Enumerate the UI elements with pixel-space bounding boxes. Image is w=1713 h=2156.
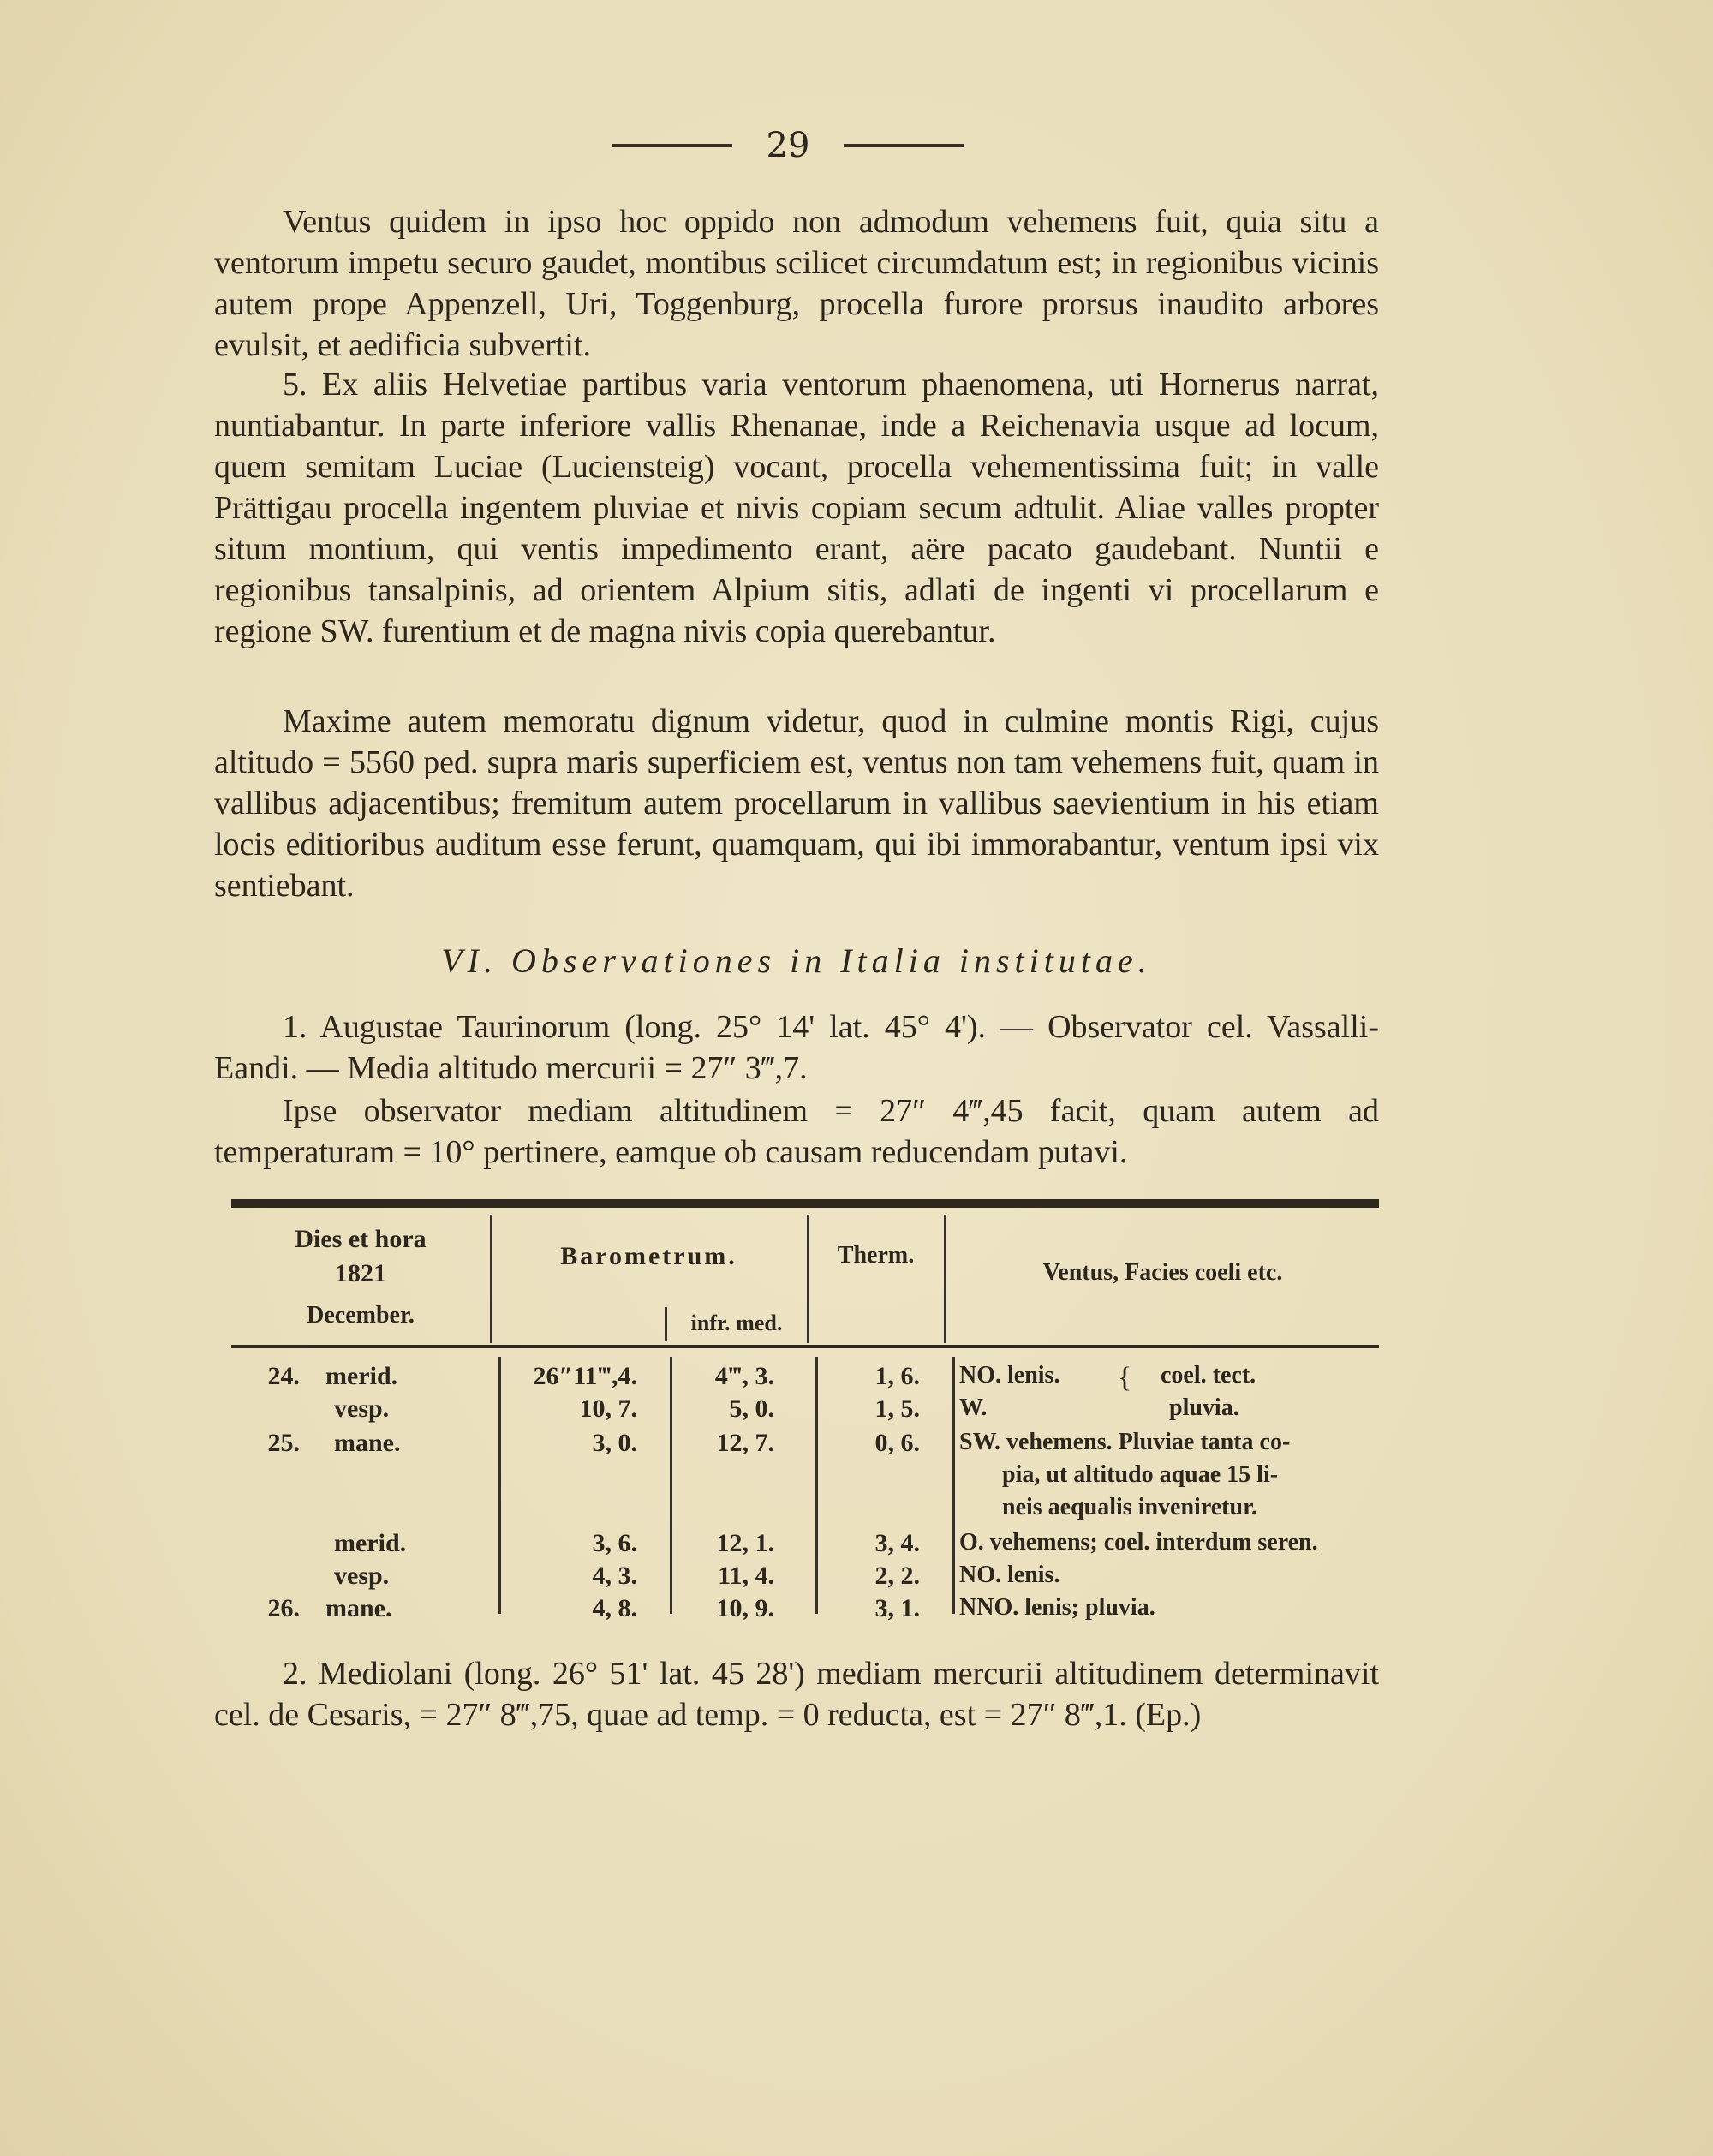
paragraph-3 [214, 701, 1379, 906]
row5-infr: 11, 4. [718, 1562, 774, 1590]
row4-therm: 3, 4. [874, 1529, 920, 1557]
row5-baro: 4, 3. [592, 1562, 637, 1590]
row5-ventus: NO. lenis. [959, 1562, 1060, 1588]
row3-ventus: SW. vehemens. Pluviae tanta co- [959, 1429, 1291, 1455]
paragraph-1 [214, 201, 1379, 366]
row5-therm: 2, 2. [874, 1562, 920, 1590]
row3-hour: mane. [334, 1429, 401, 1457]
paragraph-6-text: 2. Mediolani (long. 26° 51' lat. 45 28') mediam mercurii altitudinem determinavit cel. de Cesaris, = 27″ 8‴,75, quae ad temp. = 0 reducta, est = 27″ 8‴,1. (Ep.) [214, 1656, 1379, 1733]
row3-therm: 0, 6. [874, 1429, 920, 1457]
paragraph-3-text: Maxime autem memoratu dignum videtur, quod in culmine montis Rigi, cujus altitudo = 5560 ped. supra maris superficiem est, ventus non tam vehemens fuit, quam in vallibus adjacentibus; fremitum autem procellarum in vallibus saevientium in his etiam locis editioribus auditum esse ferunt, quamquam, qui ibi immorabantur, ventum ipsi vix sentiebant. [214, 703, 1379, 904]
paragraph-4-text: 1. Augustae Taurinorum (long. 25° 14' lat. 45° 4'). — Observator cel. Vassalli-Eandi. — Media altitudo mercurii = 27″ 3‴,7. [214, 1009, 1379, 1086]
header-therm: Therm. [837, 1242, 915, 1269]
header-month: December. [307, 1302, 415, 1329]
row1-therm: 1, 6. [874, 1362, 920, 1390]
paragraph-4 [214, 1006, 1379, 1089]
row4-hour: merid. [334, 1529, 407, 1557]
header-infr-med: infr. med. [690, 1311, 783, 1335]
paragraph-2-text: 5. Ex aliis Helvetiae partibus varia ventorum phaenomena, uti Hornerus narrat, nuntiabantur. In parte inferiore vallis Rhenanae, inde a Reichenavia usque ad locum, quem semitam Luciae (Luciensteig) vocant, procella vehementissima fuit; in valle Prättigau procella ingentem pluviae et nivis copiam secum adtulit. Aliae valles propter situm montium, qui ventis impedimento erant, aëre pacato gaudebant. Nuntii e regionibus tansalpinis, ad orientem Alpium sitis, adlati de ingenti vi procellarum e regione SW. furentium et de magna nivis copia querebantur. [214, 367, 1379, 649]
paragraph-1-text: Ventus quidem in ipso hoc oppido non admodum vehemens fuit, quia situ a ventorum impetu securo gaudet, montibus scilicet circumdatum est; in regionibus vicinis autem prope Appenzell, Uri, Toggenburg, procella furore prorsus inaudito arbores evulsit, et aedificia subvertit. [214, 204, 1379, 363]
observation-table [231, 1199, 1379, 1627]
row6-infr: 10, 9. [716, 1594, 774, 1622]
section-heading: VI. Observationes in Italia institutae. [441, 941, 1152, 980]
row2-baro: 10, 7. [579, 1395, 637, 1423]
row3-baro: 3, 0. [592, 1429, 637, 1457]
row6-baro: 4, 8. [592, 1594, 637, 1622]
row2-therm: 1, 5. [874, 1395, 920, 1423]
row2-infr: 5, 0. [729, 1395, 774, 1423]
page-number: 29 [766, 126, 810, 165]
header-year: 1821 [335, 1259, 386, 1287]
row6-ventus: NNO. lenis; pluvia. [959, 1594, 1155, 1621]
table-col-line [490, 1215, 492, 1343]
row2-facies: pluvia. [1169, 1395, 1239, 1421]
row3-day: 25. [267, 1429, 300, 1457]
table-top-rule [231, 1199, 1379, 1208]
row4-infr: 12, 1. [716, 1529, 774, 1557]
row2-hour: vesp. [334, 1395, 390, 1423]
row3-ventus-cont1: pia, ut altitudo aquae 15 li- [1002, 1461, 1279, 1488]
row1-hour: merid. [325, 1362, 398, 1390]
header-dies: Dies et hora [295, 1225, 427, 1253]
row4-baro: 3, 6. [592, 1529, 637, 1557]
row1-facies: coel. tect. [1161, 1362, 1256, 1389]
paragraph-6 [214, 1653, 1379, 1735]
row6-therm: 3, 1. [874, 1594, 920, 1622]
table-col-line [952, 1357, 955, 1614]
row1-day: 24. [267, 1362, 300, 1390]
row1-infr: 4‴, 3. [714, 1362, 774, 1390]
paragraph-2 [214, 364, 1379, 652]
paragraph-5 [214, 1090, 1379, 1173]
row6-hour: mane. [325, 1594, 392, 1622]
page-header [600, 120, 976, 171]
table-col-line [807, 1215, 809, 1343]
row4-ventus: O. vehemens; coel. interdum seren. [959, 1529, 1318, 1556]
row5-hour: vesp. [334, 1562, 390, 1590]
paragraph-5-text: Ipse observator mediam altitudinem = 27″ 4‴,45 facit, quam autem ad temperaturam = 10° pertinere, eamque ob causam reducendam putavi. [214, 1093, 1379, 1170]
row2-ventus: W. [959, 1395, 988, 1421]
header-ventus: Ventus, Facies coeli etc. [1042, 1259, 1283, 1286]
table-header-rule [231, 1345, 1379, 1348]
header-barometrum: Barometrum. [560, 1242, 737, 1270]
header-rule-right [844, 144, 964, 147]
row1-ventus: NO. lenis. [959, 1362, 1060, 1389]
table-col-line [665, 1307, 667, 1341]
brace-left: { [1118, 1362, 1132, 1394]
row3-ventus-cont2: neis aequalis inveniretur. [1002, 1494, 1257, 1520]
row3-infr: 12, 7. [716, 1429, 774, 1457]
row6-day: 26. [267, 1594, 300, 1622]
header-rule-left [612, 144, 732, 147]
row1-baro: 26″11‴,4. [533, 1362, 637, 1390]
